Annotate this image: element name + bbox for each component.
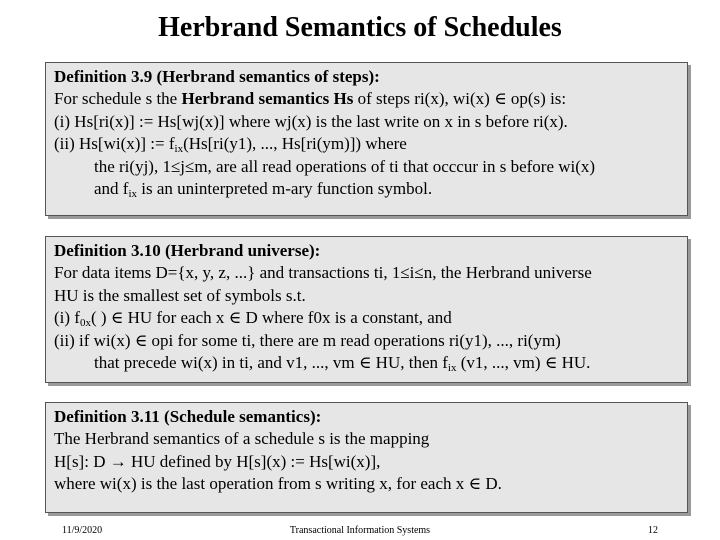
definition-line: and $f_{ix}$ is an uninterpreted m-ary function symbol.	[94, 179, 433, 201]
definition-line: (i) $f_{0x}$( ) ∈ HU for each x ∈ D where f0x is a constant, and	[54, 308, 452, 330]
definition-line: (i) Hs[ri(x)] := Hs[wj(x)] where wj(x) is the last write on x in s before ri(x).	[54, 111, 568, 131]
definition-heading: Definition 3.10 (Herbrand universe):	[54, 241, 321, 260]
footer-date: 11/9/2020	[62, 525, 103, 536]
definition-line: (ii) Hs[wi(x)] := $f_{ix}(Hs[ri(y1)$, ..., Hs[ri(ym)]) where	[54, 134, 407, 156]
definition-3-9-box	[45, 62, 688, 216]
definition-3-10-box	[45, 236, 688, 383]
footer-page-number: 12	[648, 525, 658, 536]
definition-line: For schedule s the Herbrand semantics Hs of steps ri(x), wi(x) ∈ op(s) is:	[54, 89, 567, 109]
definition-3-11-box	[45, 402, 688, 513]
slide-title: Herbrand Semantics of Schedules	[158, 12, 562, 43]
definition-line: For data items D={x, y, z, ...} and transactions ti, 1≤i≤n, the Herbrand universe	[54, 263, 592, 283]
definition-line: The Herbrand semantics of a schedule s is the mapping	[54, 429, 430, 449]
definition-line: where wi(x) is the last operation from s writing x, for each x ∈ D.	[54, 474, 502, 494]
definition-heading: Definition 3.11 (Schedule semantics):	[54, 407, 322, 426]
definition-line: HU is the smallest set of symbols s.t.	[54, 285, 306, 305]
definition-line: H[s]: D → HU defined by H[s](x) := Hs[wi(x)],	[54, 451, 381, 471]
definition-line: that precede wi(x) in ti, and v1, ..., vm ∈ HU, then $f_{ix}$ (v1, ..., vm) ∈ HU.	[94, 353, 591, 375]
definition-heading: Definition 3.9 (Herbrand semantics of steps):	[54, 67, 380, 86]
footer-title: Transactional Information Systems	[289, 525, 431, 536]
definition-line: the ri(yj), 1≤j≤m, are all read operations of ti that occcur in s before wi(x)	[94, 156, 596, 176]
definition-line: (ii) if wi(x) ∈ opi for some ti, there are m read operations ri(y1), ..., ri(ym)	[54, 330, 561, 350]
